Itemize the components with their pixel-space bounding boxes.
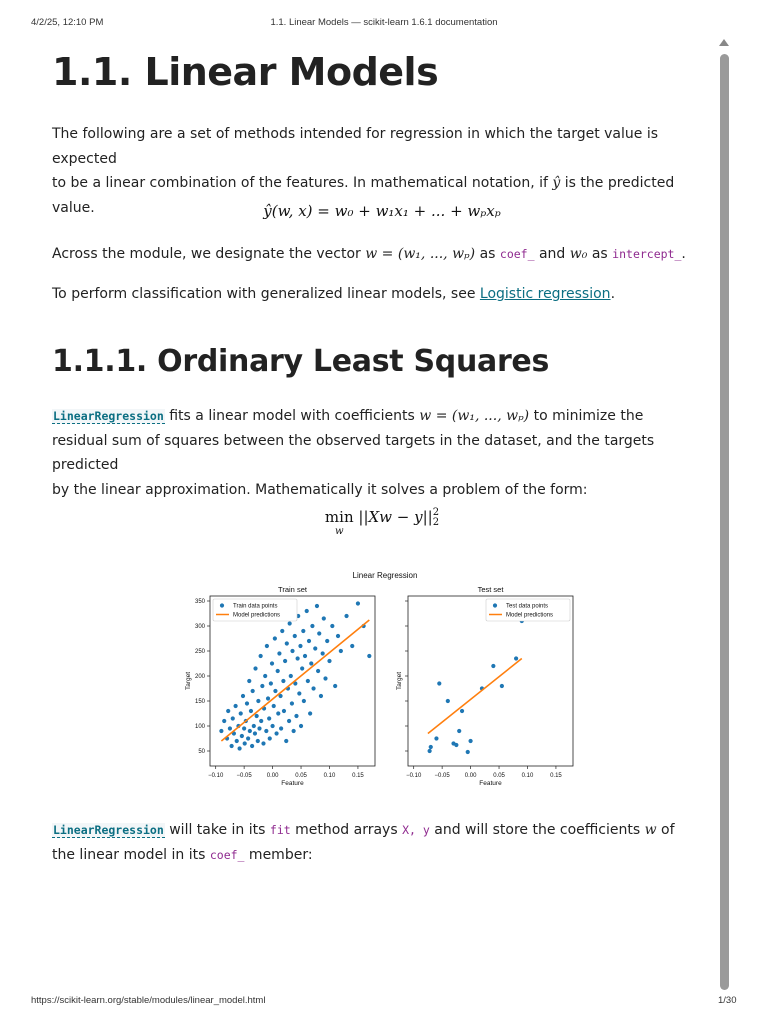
data-point	[514, 656, 518, 660]
legend-label-line: Model predictions	[233, 612, 281, 619]
y-tick-label: 150	[194, 699, 205, 705]
panel-title: Test set	[477, 585, 504, 594]
page-title: 1.1. Linear Models	[52, 50, 439, 94]
xy-code: X, y	[402, 823, 430, 837]
legend-label-line: Model predictions	[506, 612, 554, 619]
data-point	[350, 644, 354, 648]
x-tick-label: 0.05	[493, 773, 505, 779]
data-point	[253, 666, 257, 670]
data-point	[263, 674, 267, 678]
ols-text-line2: residual sum of squares between the observed targets in the dataset, and the targets predicted	[52, 432, 655, 473]
data-point	[327, 659, 331, 663]
data-point	[306, 679, 310, 683]
data-point	[239, 711, 243, 715]
data-point	[296, 656, 300, 660]
designate-text-d: as	[587, 246, 613, 262]
data-point	[237, 746, 241, 750]
print-timestamp: 4/2/25, 12:10 PM	[31, 17, 104, 28]
data-point	[248, 729, 252, 733]
data-point	[230, 744, 234, 748]
classification-text-a: To perform classification with generalized linear models, see	[52, 286, 480, 302]
x-tick-label: 0.15	[550, 773, 562, 779]
data-point	[305, 609, 309, 613]
data-point	[279, 726, 283, 730]
data-point	[446, 699, 450, 703]
section-title-ols: 1.1.1. Ordinary Least Squares	[52, 344, 550, 379]
data-point	[367, 654, 371, 658]
ols-paragraph	[52, 404, 712, 502]
data-point	[280, 629, 284, 633]
equation-least-squares	[52, 508, 712, 544]
data-point	[242, 726, 246, 730]
data-point	[301, 629, 305, 633]
intercept-code: intercept_	[612, 247, 682, 261]
scrollbar-thumb[interactable]	[720, 54, 729, 990]
data-point	[322, 616, 326, 620]
data-point	[241, 694, 245, 698]
w0-math: w₀	[569, 246, 588, 262]
data-point	[287, 719, 291, 723]
y-axis-label: Target	[185, 671, 192, 691]
data-point	[273, 636, 277, 640]
data-point	[323, 676, 327, 680]
intro-text-line2b: is the predicted value.	[52, 175, 675, 216]
x-axis-label: Feature	[281, 780, 304, 787]
data-point	[289, 674, 293, 678]
data-point	[344, 614, 348, 618]
logistic-regression-link[interactable]: Logistic regression	[479, 286, 611, 302]
data-point	[219, 729, 223, 733]
data-point	[226, 709, 230, 713]
ols-text-a: fits a linear model with coefficients	[164, 408, 420, 424]
y-tick-label: 250	[194, 649, 205, 655]
data-point	[321, 651, 325, 655]
data-point	[311, 686, 315, 690]
data-point	[303, 654, 307, 658]
data-point	[466, 750, 470, 754]
data-point	[266, 696, 270, 700]
data-point	[313, 646, 317, 650]
data-point	[235, 739, 239, 743]
eq2-min-subscript: w	[334, 526, 344, 537]
data-point	[428, 749, 432, 753]
data-point	[299, 724, 303, 728]
x-tick-label: 0.10	[323, 773, 336, 779]
data-point	[298, 644, 302, 648]
panel-title: Train set	[278, 585, 307, 594]
data-point	[437, 681, 441, 685]
data-point	[302, 699, 306, 703]
data-point	[288, 621, 292, 625]
data-point	[315, 604, 319, 608]
print-page-title: 1.1. Linear Models — scikit-learn 1.6.1 documentation	[270, 17, 498, 28]
linearregression-link-2[interactable]: LinearRegression	[53, 823, 164, 837]
print-url: https://scikit-learn.org/stable/modules/linear_model.html	[31, 995, 266, 1006]
fit-w-math: w	[644, 822, 657, 838]
data-point	[429, 745, 433, 749]
data-point	[252, 724, 256, 728]
x-tick-label: −0.05	[434, 773, 450, 779]
data-point	[294, 714, 298, 718]
data-point	[292, 729, 296, 733]
data-point	[336, 634, 340, 638]
data-point	[249, 709, 253, 713]
train-set-panel	[185, 585, 375, 787]
data-point	[253, 731, 257, 735]
data-point	[500, 684, 504, 688]
data-point	[270, 724, 274, 728]
legend-label-points: Test data points	[506, 603, 549, 610]
data-point	[246, 736, 250, 740]
data-point	[339, 649, 343, 653]
data-point	[491, 664, 495, 668]
x-tick-label: −0.10	[208, 773, 224, 779]
data-point	[307, 639, 311, 643]
intro-text-line1: The following are a set of methods intended for regression in which the target value is expected	[52, 126, 659, 167]
data-point	[273, 689, 277, 693]
ols-text-line3: by the linear approximation. Mathematically it solves a problem of the form:	[52, 481, 588, 498]
y-tick-label: 200	[194, 674, 205, 680]
data-point	[330, 624, 334, 628]
data-point	[333, 684, 337, 688]
eq2-superscript: 2	[432, 507, 440, 518]
data-point	[276, 669, 280, 673]
data-point	[293, 634, 297, 638]
data-point	[268, 736, 272, 740]
data-point	[309, 661, 313, 665]
data-point	[460, 709, 464, 713]
fit-text-c: and will store the coefficients	[429, 822, 645, 838]
data-point	[222, 719, 226, 723]
x-tick-label: −0.10	[406, 773, 422, 779]
legend-point-marker	[220, 603, 224, 607]
x-tick-label: 0.05	[295, 773, 307, 779]
x-tick-label: 0.15	[352, 773, 364, 779]
data-point	[247, 679, 251, 683]
data-point	[317, 631, 321, 635]
data-point	[310, 624, 314, 628]
data-point	[285, 641, 289, 645]
yhat-symbol: ŷ	[552, 175, 561, 191]
designate-paragraph	[52, 242, 732, 267]
data-point	[265, 644, 269, 648]
fit-text-b: method arrays	[290, 822, 403, 838]
y-axis-label: Target	[396, 671, 403, 691]
classification-paragraph	[52, 282, 712, 307]
fit-text-a: will take in its	[164, 822, 270, 838]
data-point	[434, 736, 438, 740]
data-point	[276, 711, 280, 715]
data-point	[231, 716, 235, 720]
ols-text-b: to minimize the	[529, 408, 644, 424]
data-point	[468, 739, 472, 743]
data-point	[316, 669, 320, 673]
data-point	[319, 694, 323, 698]
figure-suptitle: Linear Regression	[352, 571, 418, 580]
data-point	[274, 731, 278, 735]
data-point	[234, 704, 238, 708]
x-tick-label: −0.05	[236, 773, 252, 779]
data-point	[261, 741, 265, 745]
legend-point-marker	[493, 603, 497, 607]
designate-text-c: and	[534, 246, 570, 262]
data-point	[325, 639, 329, 643]
data-point	[356, 601, 360, 605]
eq2-min: min	[324, 508, 354, 526]
data-point	[290, 649, 294, 653]
data-point	[243, 741, 247, 745]
w-vector-math: w = (w₁, ..., wₚ)	[365, 246, 476, 262]
data-point	[454, 743, 458, 747]
data-point	[270, 661, 274, 665]
print-page-count: 1/30	[718, 995, 737, 1006]
eq2-body: ||Xw − y||	[358, 508, 433, 526]
data-point	[259, 719, 263, 723]
x-tick-label: 0.00	[266, 773, 279, 779]
test-set-panel	[396, 585, 573, 787]
linearregression-link[interactable]: LinearRegression	[53, 409, 164, 423]
data-point	[251, 689, 255, 693]
fit-text-line2b: member:	[244, 846, 313, 863]
data-point	[300, 666, 304, 670]
plot-frame	[408, 596, 573, 766]
fit-code: fit	[269, 823, 291, 837]
fit-coef-code: coef_	[209, 847, 245, 862]
data-point	[255, 714, 259, 718]
data-point	[283, 659, 287, 663]
equation-linear-model: ŷ(w, x) = w₀ + w₁x₁ + ... + wₚxₚ	[263, 202, 501, 220]
data-point	[250, 744, 254, 748]
data-point	[259, 654, 263, 658]
coef-code: coef_	[499, 247, 535, 261]
scroll-up-arrow-icon[interactable]	[719, 39, 729, 46]
data-point	[267, 716, 271, 720]
data-point	[457, 729, 461, 733]
data-point	[256, 739, 260, 743]
data-point	[257, 726, 261, 730]
eq2-subscript: 2	[432, 517, 440, 528]
legend-label-points: Train data points	[233, 603, 278, 610]
data-point	[284, 739, 288, 743]
data-point	[240, 734, 244, 738]
fit-text-line2a: the linear model in its	[52, 846, 210, 863]
fit-text-d: of	[656, 822, 675, 838]
fit-paragraph	[52, 818, 712, 867]
designate-text-a: Across the module, we designate the vector	[52, 246, 366, 262]
data-point	[308, 711, 312, 715]
data-point	[281, 679, 285, 683]
x-axis-label: Feature	[479, 780, 502, 787]
data-point	[282, 709, 286, 713]
data-point	[290, 701, 294, 705]
data-point	[269, 681, 273, 685]
y-tick-label: 100	[194, 724, 205, 730]
x-tick-label: 0.00	[464, 773, 477, 779]
data-point	[228, 726, 232, 730]
designate-text-e: .	[681, 246, 686, 262]
data-point	[277, 651, 281, 655]
data-point	[260, 684, 264, 688]
y-tick-label: 350	[194, 599, 205, 605]
classification-text-b: .	[610, 286, 616, 302]
y-tick-label: 50	[198, 749, 205, 755]
y-tick-label: 300	[194, 624, 205, 630]
data-point	[256, 699, 260, 703]
data-point	[272, 704, 276, 708]
linear-regression-figure	[180, 568, 580, 793]
data-point	[297, 691, 301, 695]
ols-w-math: w = (w₁, ..., wₚ)	[419, 408, 530, 424]
intro-text-line2a: to be a linear combination of the features. In mathematical notation, if	[52, 175, 553, 191]
x-tick-label: 0.10	[521, 773, 534, 779]
data-point	[245, 701, 249, 705]
designate-text-b: as	[475, 246, 500, 262]
data-point	[264, 729, 268, 733]
